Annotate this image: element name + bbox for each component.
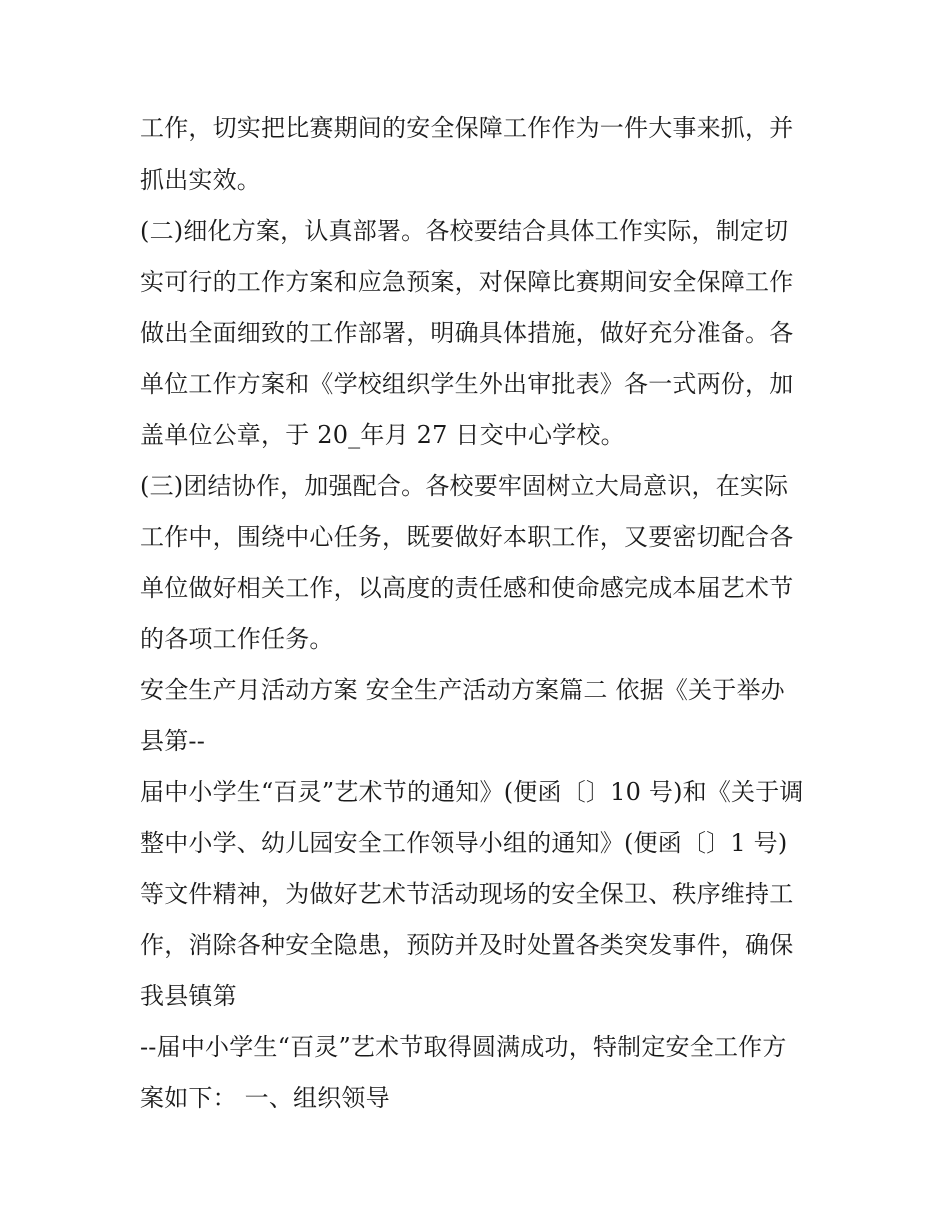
text-line: 盖单位公章，于 20_年月 27 日交中心学校。 (140, 421, 625, 449)
text-line: 县第-- (140, 727, 206, 755)
text-line: 作，消除各种安全隐患，预防并及时处置各类突发事件，确保 (140, 931, 794, 959)
text-line: 届中小学生“百灵”艺术节的通知》(便函〔〕10 号)和《关于调 (140, 778, 804, 806)
text-line: --届中小学生“百灵”艺术节取得圆满成功，特制定安全工作方 (140, 1033, 787, 1061)
text-line: 工作中，围绕中心任务，既要做好本职工作，又要密切配合各 (140, 523, 794, 551)
text-line: 等文件精神，为做好艺术节活动现场的安全保卫、秩序维持工 (140, 880, 794, 908)
text-line: 安全生产月活动方案 安全生产活动方案篇二 依据《关于举办 (140, 676, 785, 704)
text-line: 案如下： 一、组织领导 (140, 1084, 390, 1112)
text-line: 做出全面细致的工作部署，明确具体措施，做好充分准备。各 (140, 319, 794, 347)
text-line: 单位做好相关工作，以高度的责任感和使命感完成本届艺术节 (140, 574, 794, 602)
text-line: 实可行的工作方案和应急预案，对保障比赛期间安全保障工作 (140, 268, 794, 296)
text-line: 抓出实效。 (140, 166, 261, 194)
text-line: 的各项工作任务。 (140, 625, 334, 653)
text-line: 工作，切实把比赛期间的安全保障工作作为一件大事来抓，并 (140, 114, 794, 142)
text-line: 单位工作方案和《学校组织学生外出审批表》各一式两份，加 (140, 370, 794, 398)
text-line: 整中小学、幼儿园安全工作领导小组的通知》(便函〔〕1 号) (140, 829, 788, 857)
text-line: 我县镇第 (140, 982, 237, 1010)
text-line: (二)细化方案，认真部署。各校要结合具体工作实际，制定切 (140, 217, 789, 245)
text-line: (三)团结协作，加强配合。各校要牢固树立大局意识，在实际 (140, 472, 789, 500)
